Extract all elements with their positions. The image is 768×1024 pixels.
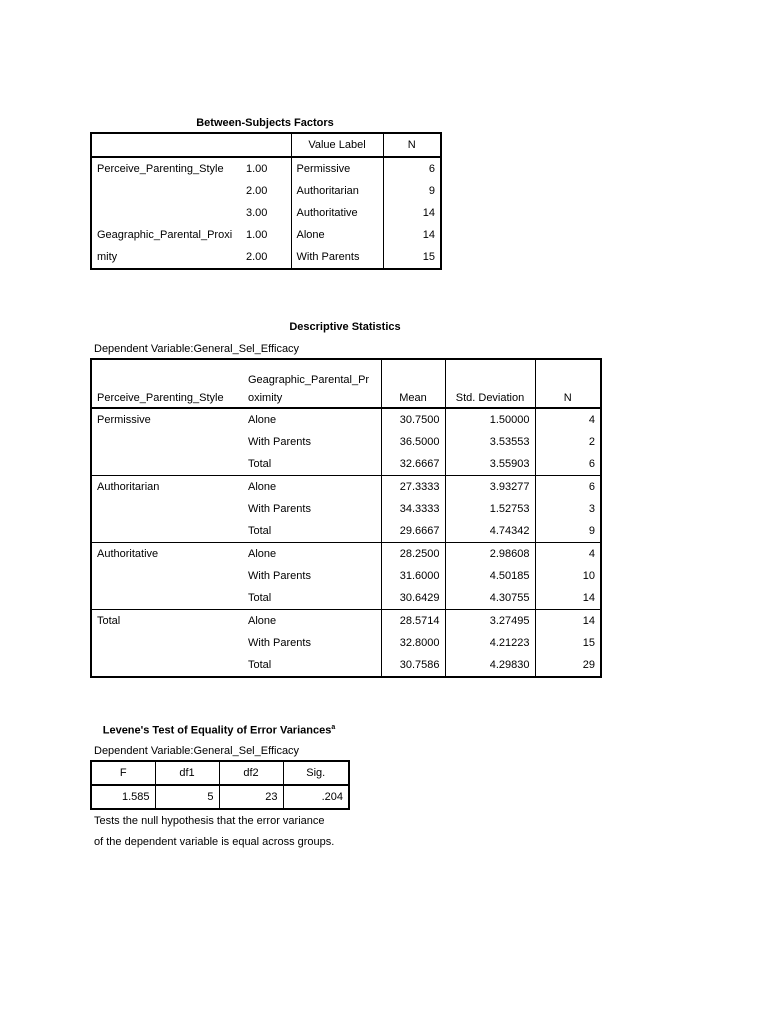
parenting-style: Permissive [97,414,151,426]
descriptive-title: Descriptive Statistics [289,321,401,333]
std-deviation-value: 3.55903 [445,453,535,476]
proximity: Alone [248,481,277,493]
table-row [91,224,441,246]
factor-label: With Parents [291,246,383,269]
n-value: 15 [535,632,601,654]
n-value: 9 [535,520,601,543]
descriptive-dependent-variable: Dependent Variable:General_Sel_Efficacy [94,343,300,355]
factor-value: 1.00 [246,163,268,175]
factor-n: 15 [383,246,441,269]
table-header-row [91,133,441,157]
table-row [91,520,601,543]
std-deviation-value: 1.52753 [445,498,535,520]
mean-value: 36.5000 [381,431,445,453]
between-subjects-title: Between-Subjects Factors [196,117,334,129]
header-df2: df2 [219,761,283,785]
std-deviation-value: 4.74342 [445,520,535,543]
table-row [91,543,601,566]
mean-value: 30.7500 [381,408,445,431]
header-n: N [383,133,441,157]
table-row [91,408,601,431]
std-deviation-value: 2.98608 [445,543,535,566]
header-empty [241,133,291,157]
std-deviation-value: 3.27495 [445,610,535,633]
header-empty [91,133,241,157]
proximity: Alone [248,548,277,560]
factor-value: 1.00 [246,229,268,241]
levene-table [90,760,350,810]
proximity: Alone [248,615,277,627]
factor-n: 14 [383,224,441,246]
header-sig: Sig. [283,761,349,785]
mean-value: 32.8000 [381,632,445,654]
proximity: Total [248,659,272,671]
factor-value: 2.00 [246,185,268,197]
mean-value: 31.6000 [381,565,445,587]
parenting-style [91,453,243,476]
proximity: With Parents [248,570,311,582]
value-df1: 5 [155,785,219,809]
table-row [91,202,441,224]
factor-label: Authoritative [291,202,383,224]
between-subjects-table [90,132,442,270]
factor-value: 3.00 [246,207,268,219]
parenting-style [91,431,243,453]
factor-name: mity [97,251,118,263]
mean-value: 28.5714 [381,610,445,633]
proximity: With Parents [248,436,311,448]
parenting-style: Authoritative [91,543,243,566]
header-proximity-line2: oximity [248,392,283,404]
n-value: 10 [535,565,601,587]
value-sig: .204 [283,785,349,809]
factor-label: Permissive [291,157,383,180]
levene-title-text: Levene's Test of Equality of Error Variances [102,724,332,737]
n-value: 6 [535,476,601,499]
header-value-label: Value Label [291,133,383,157]
n-value: 6 [535,453,601,476]
mean-value: 32.6667 [381,453,445,476]
mean-value: 29.6667 [381,520,445,543]
header-n: N [535,359,601,408]
table-row [91,157,441,180]
std-deviation-value: 3.93277 [445,476,535,499]
parenting-style [91,587,243,610]
parenting-style [91,654,243,677]
proximity: With Parents [248,503,311,515]
table-row [91,654,601,677]
factor-name [91,180,241,202]
table-row [91,246,441,269]
factor-name: Geagraphic_Parental_Proxi [97,229,233,241]
levene-title [90,724,348,737]
n-value: 4 [535,408,601,431]
table-header-row [91,359,601,408]
descriptive-table [90,358,602,678]
mean-value: 30.6429 [381,587,445,610]
proximity: Total [243,520,381,543]
n-value: 3 [535,498,601,520]
n-value: 2 [535,431,601,453]
table-row [91,476,601,499]
table-row [91,431,601,453]
value-df2: 23 [219,785,283,809]
mean-value: 27.3333 [381,476,445,499]
proximity: Total [243,453,381,476]
parenting-style: Total [91,610,243,633]
factor-label: Authoritarian [291,180,383,202]
header-mean: Mean [381,359,445,408]
parenting-style [91,520,243,543]
table-row [91,180,441,202]
levene-note-line1: Tests the null hypothesis that the error variance [94,815,325,827]
proximity: Total [243,587,381,610]
parenting-style: Authoritarian [91,476,243,499]
table-row [91,632,601,654]
table-row [91,498,601,520]
factor-n: 9 [383,180,441,202]
std-deviation-value: 1.50000 [445,408,535,431]
factor-n: 6 [383,157,441,180]
factor-value: 2.00 [246,251,268,263]
table-row [91,453,601,476]
header-parenting-style: Perceive_Parenting_Style [91,359,243,408]
n-value: 14 [535,587,601,610]
table-row [91,565,601,587]
std-deviation-value: 4.50185 [445,565,535,587]
mean-value: 30.7586 [381,654,445,677]
proximity: Alone [248,414,277,426]
levene-footnote-marker: a [331,724,336,731]
n-value: 29 [535,654,601,677]
std-deviation-value: 4.21223 [445,632,535,654]
mean-value: 28.2500 [381,543,445,566]
table-row [91,587,601,610]
header-std-deviation: Std. Deviation [445,359,535,408]
parenting-style [91,498,243,520]
std-deviation-value: 3.53553 [445,431,535,453]
n-value: 4 [535,543,601,566]
parenting-style [91,565,243,587]
levene-note-line2: of the dependent variable is equal across groups. [94,836,335,848]
levene-dependent-variable: Dependent Variable:General_Sel_Efficacy [94,745,300,757]
table-row [91,785,349,809]
factor-n: 14 [383,202,441,224]
table-row [91,610,601,633]
n-value: 14 [535,610,601,633]
factor-name: Perceive_Parenting_Style [97,163,224,175]
parenting-style [91,632,243,654]
mean-value: 34.3333 [381,498,445,520]
header-f: F [91,761,155,785]
proximity: With Parents [248,637,311,649]
value-f: 1.585 [121,791,150,803]
factor-label: Alone [291,224,383,246]
header-proximity-line1: Geagraphic_Parental_Pr [248,374,370,386]
std-deviation-value: 4.29830 [445,654,535,677]
table-header-row [91,761,349,785]
header-proximity [243,359,381,408]
std-deviation-value: 4.30755 [445,587,535,610]
header-df1: df1 [155,761,219,785]
factor-name [91,202,241,224]
